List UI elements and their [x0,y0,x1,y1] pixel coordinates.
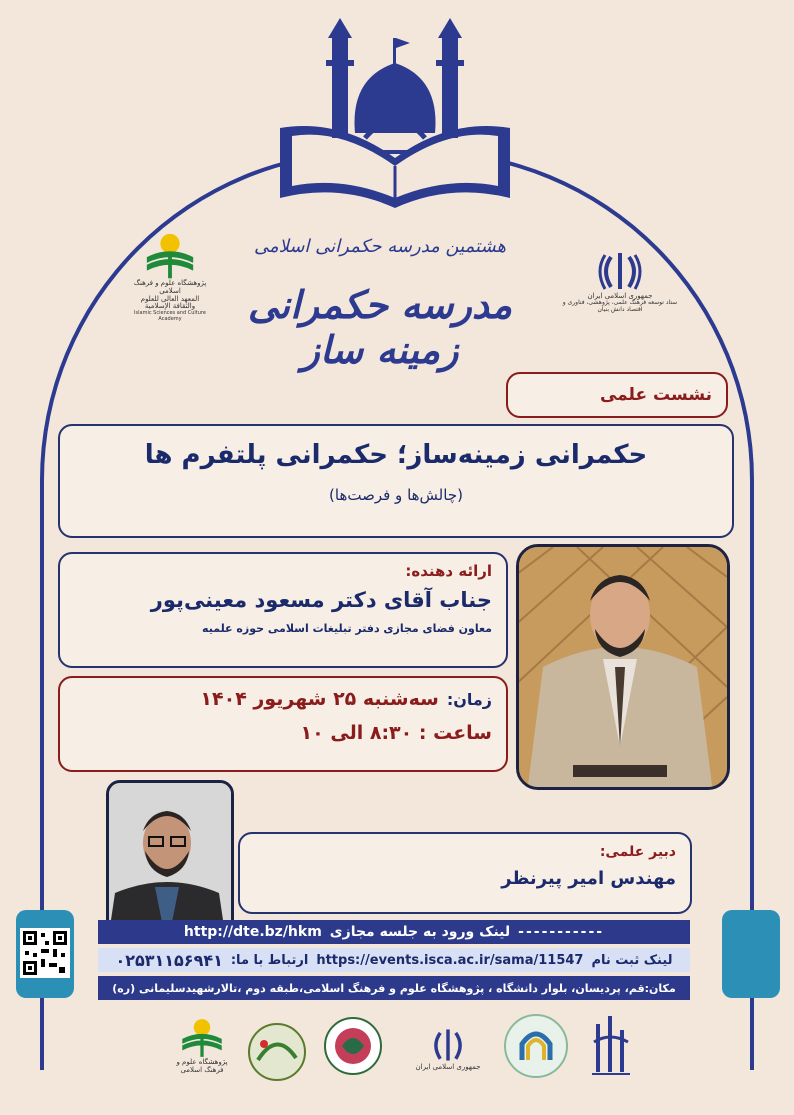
venue-strip [98,976,690,1000]
secretary-name: مهندس امیر پیرنظر [501,868,676,889]
presenter-photo-image [516,547,727,790]
date-label: زمان: [446,690,492,709]
footer-logo-b-label: جمهوری اسلامی ایران [415,1063,481,1072]
footer-isca-icon [179,1017,225,1059]
iran-emblem-label: جمهوری اسلامی ایران [587,291,653,300]
contact-label: ارتباط با ما: [230,952,309,968]
presenter-photo [516,544,730,790]
footer-logo-calligraphy-navy [588,1012,634,1082]
schedule-box [58,676,508,772]
isca-logo-icon [142,232,198,280]
presenter-name: جناب آقای دکتر مسعود معینی‌پور [150,588,492,612]
iran-emblem-logo [560,236,680,326]
right-side-tab [722,910,780,998]
register-url[interactable]: https://events.isca.ac.ir/sama/11547 [316,952,584,968]
secretary-label: دبیر علمی: [599,844,676,860]
school-title: مدرسه حکمرانی زمینه ساز [247,282,513,372]
time-line: ساعت : ۸:۳۰ الی ۱۰ [300,722,492,744]
footer-logo-circle-emblem [322,1012,384,1078]
footer-iran-icon [428,1026,468,1064]
session-type-label: نشست علمی [599,385,712,405]
register-label: لینک ثبت نام [591,952,673,968]
isca-logo-en: Islamic Sciences and Culture Academy [134,310,206,322]
subtitle-top: هشتمین مدرسه حکمرانی اسلامی [253,236,507,257]
footer-logo-iran [400,1014,496,1084]
iran-emblem-icon [597,249,643,293]
footer-logo-isca [170,1012,234,1080]
mosque-book-emblem [270,8,520,208]
contact-phone[interactable]: ۰۲۵۳۱۱۵۶۹۴۱ [115,950,223,970]
isca-logo-sub: المعهد العالی للعلوم والثقافة الإسلامية [140,294,200,311]
online-link-label: لینک ورود به جلسه مجازی [329,924,511,940]
session-title: حکمرانی زمینه‌ساز؛ حکمرانی پلتفرم ها [144,440,648,470]
online-link-strip [98,920,690,944]
venue-text: مکان:قم، پردیسان، بلوار دانشگاه ، پژوهشگاه علوم و فرهنگ اسلامی،طبقه دوم ،تالارشهیدسلیمانی (ره) [112,981,676,995]
footer-logo-arch-circle [502,1012,570,1080]
date-value: سه‌شنبه ۲۵ شهریور ۱۴۰۴ [200,688,439,710]
isca-logo-label: پژوهشگاه علوم و فرهنگ اسلامی [133,279,207,295]
session-subtitle: (چالش‌ها و فرصت‌ها) [329,486,463,504]
presenter-label: ارائه دهنده: [405,562,492,580]
presenter-role: معاون فضای مجازی دفتر تبلیغات اسلامی حوزه علمیه [202,622,492,635]
iran-emblem-sub: ستاد توسعه فرهنگ علمی، پژوهشی، فناوری و اقتصاد دانش بنیان [562,299,678,313]
presenter-box [58,552,508,668]
qr-code-icon [23,931,67,975]
dash-left: ----------- [518,924,605,940]
session-type-box [506,372,728,418]
online-link-url[interactable]: http://dte.bz/hkm [183,924,322,940]
footer-logo-e-label: پژوهشگاه علوم و فرهنگ اسلامی [176,1058,228,1074]
secretary-box [238,832,692,914]
footer-logo-calligraphy-green [244,1020,310,1084]
qr-code[interactable] [20,928,70,978]
register-strip [98,948,690,972]
isca-logo [130,232,210,322]
session-title-box [58,424,734,538]
date-row [74,688,492,710]
